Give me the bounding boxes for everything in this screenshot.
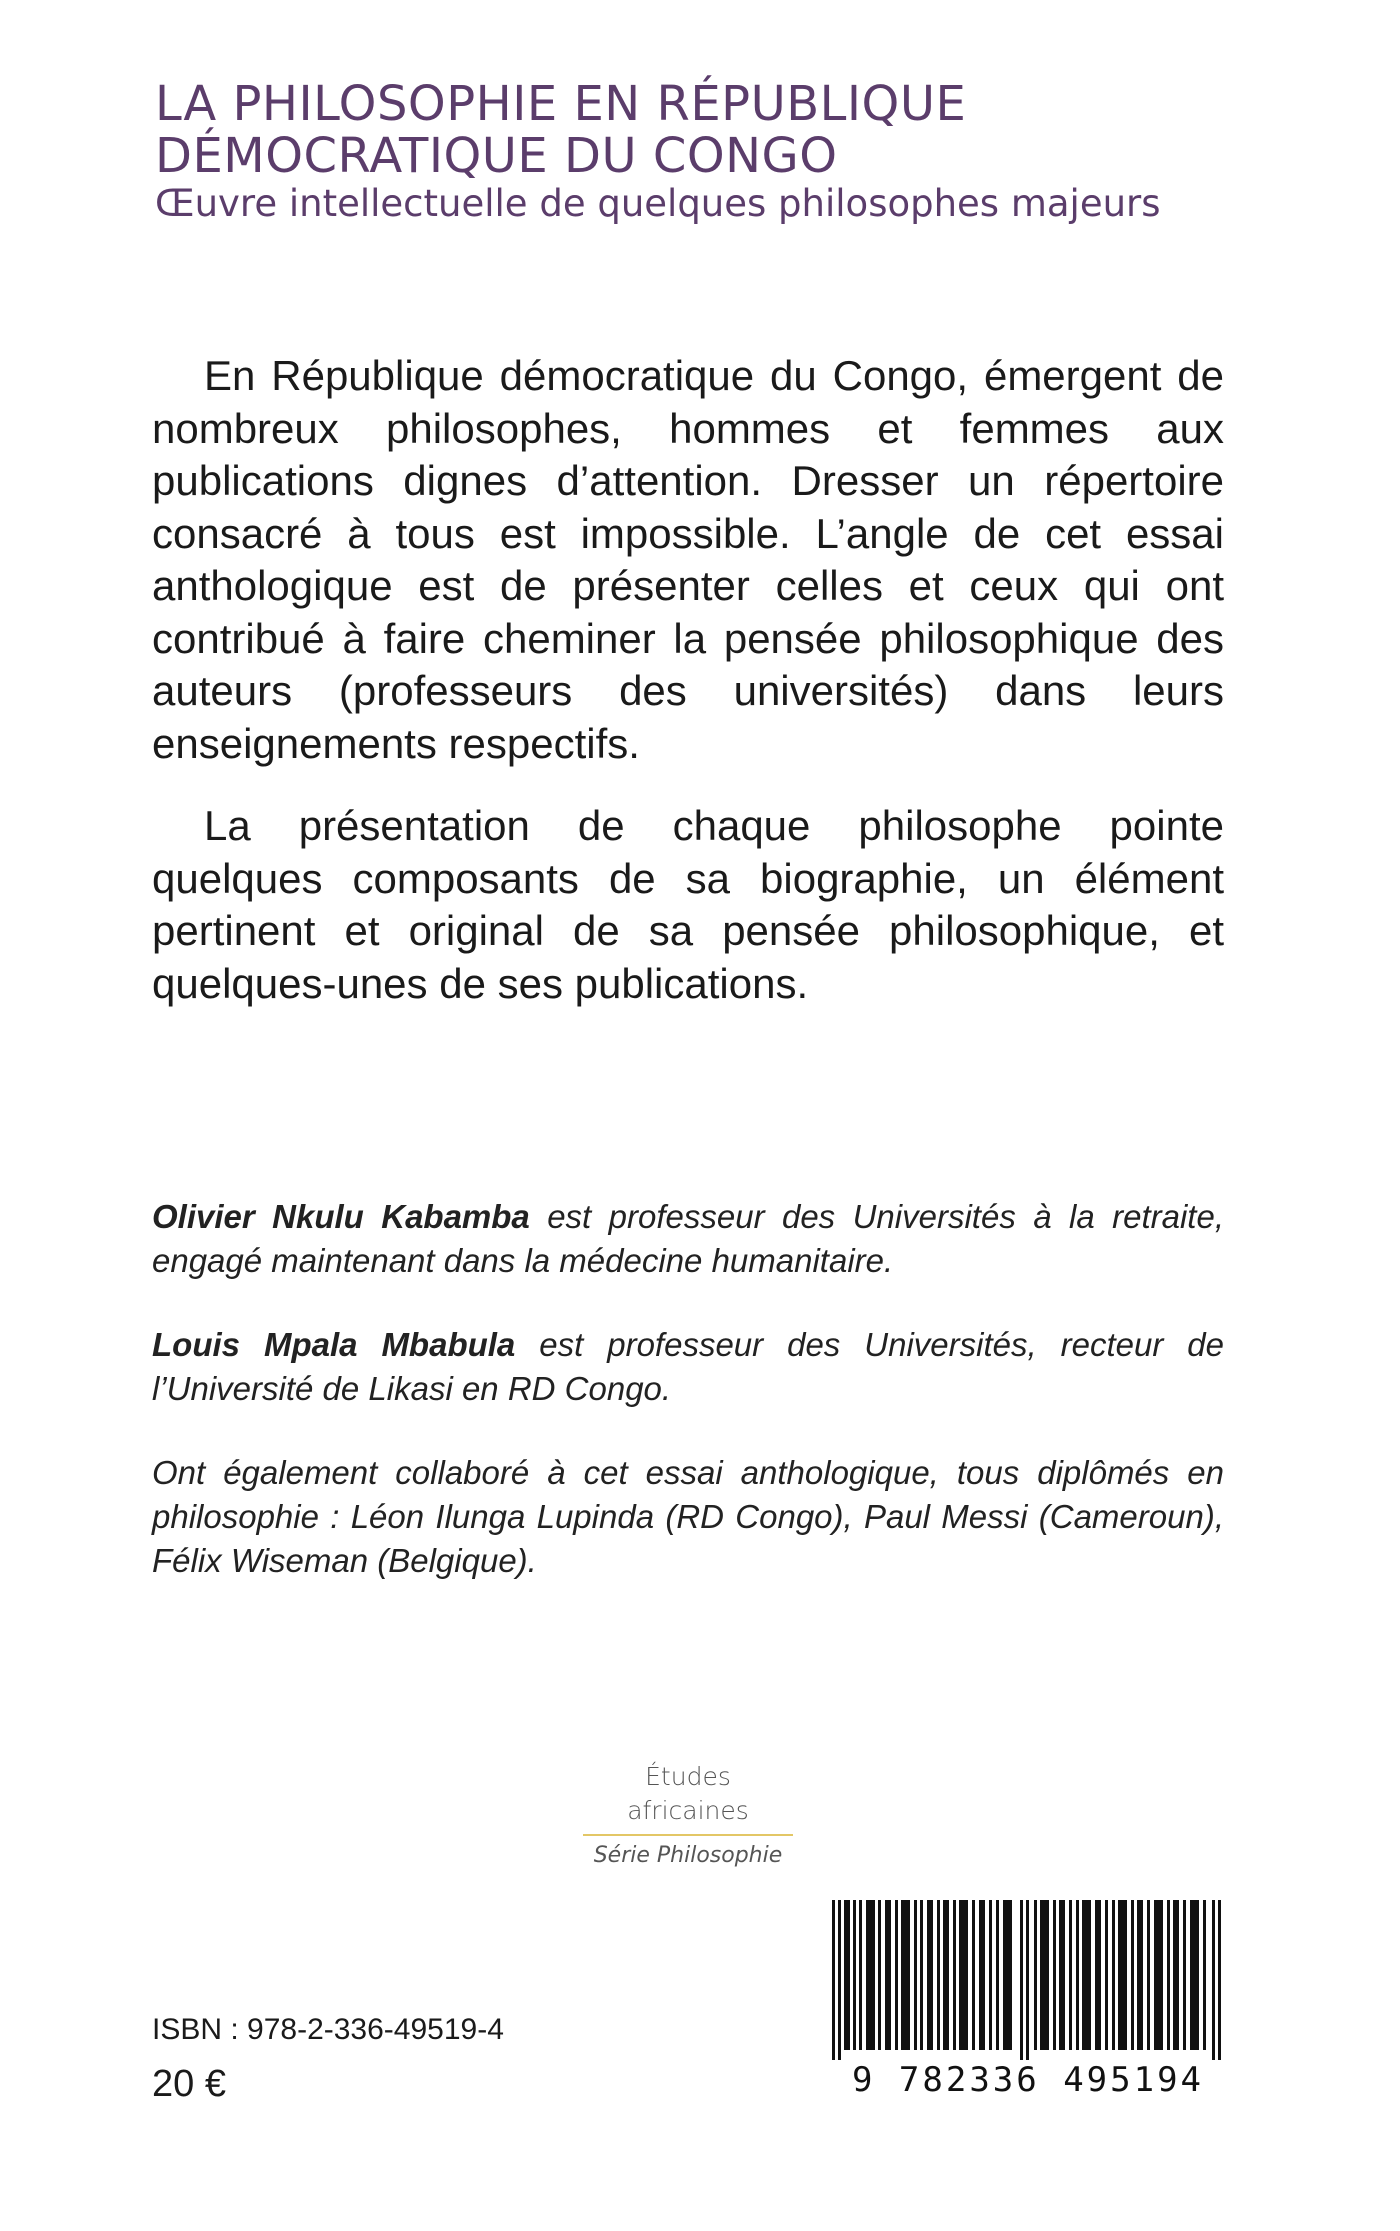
blurb-paragraph-1: En République démocratique du Congo, émergent de nombreux philosophes, hommes et femmes aux publications dignes d’attention. Dresser un répertoire consacré à tous est impossible. L’angle de cet essai anthologique est de présenter celles et ceux qui ont contribué à faire cheminer la pensée philosophique des auteurs (professeurs des universités) dans leurs enseignements respectifs.: [152, 352, 1224, 767]
book-title-line-1: LA PHILOSOPHIE EN RÉPUBLIQUE: [155, 76, 967, 132]
series-logo: [583, 1760, 793, 1872]
book-subtitle: Œuvre intellectuelle de quelques philosophes majeurs: [155, 182, 1161, 225]
isbn: ISBN : 978-2-336-49519-4: [152, 2013, 504, 2046]
author-2-bio: est professeur des Universités, recteur de l’Université de Likasi en RD Congo.: [152, 1326, 1224, 1407]
barcode-digits: 9 782336 495194: [851, 2060, 1205, 2100]
back-cover-blurb: [152, 350, 1224, 1040]
author-1-name: Olivier Nkulu Kabamba: [152, 1198, 530, 1235]
author-note-2: [152, 1323, 1224, 1411]
author-notes: [152, 1195, 1224, 1623]
author-note-1: [152, 1195, 1224, 1283]
author-2-name: Louis Mpala Mbabula: [152, 1326, 516, 1363]
barcode-icon: [828, 1900, 1228, 2060]
book-title-line-2: DÉMOCRATIQUE DU CONGO: [155, 128, 838, 184]
author-1-bio: est professeur des Universités à la retraite, engagé maintenant dans la médecine humanitaire.: [152, 1198, 1224, 1279]
series-subtitle: Série Philosophie: [593, 1843, 783, 1868]
series-name: Études africaines: [583, 1760, 793, 1836]
book-title: [155, 78, 1255, 182]
price: 20 €: [152, 2063, 226, 2105]
collaborators-note: Ont également collaboré à cet essai anthologique, tous diplômés en philosophie : Léon Ilunga Lupinda (RD Congo), Paul Messi (Cameroun), Félix Wiseman (Belgique).: [152, 1454, 1224, 1579]
blurb-paragraph-2: La présentation de chaque philosophe pointe quelques composants de sa biographie, un élément pertinent et original de sa pensée philosophique, et quelques-unes de ses publications.: [152, 802, 1224, 1007]
